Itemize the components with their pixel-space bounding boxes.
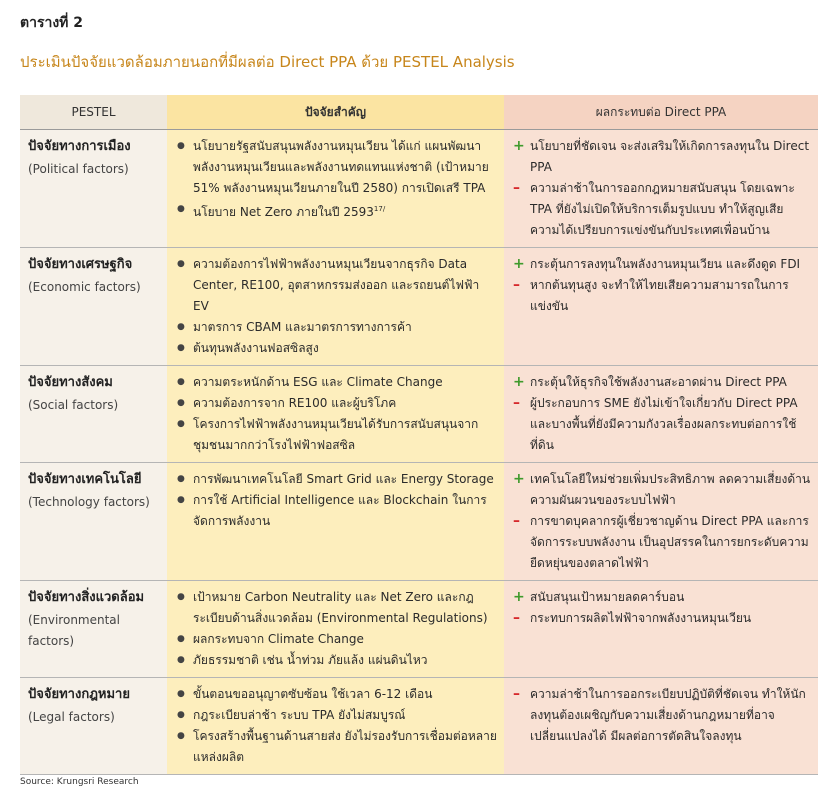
minus-icon: – <box>513 513 520 529</box>
key-factors-cell <box>167 130 504 248</box>
key-factor-item: ● โครงการไฟฟ้าพลังงานหมุนเวียนได้รับการสนับสนุนจากชุมชนมากกว่าโรงไฟฟ้าฟอสซิล <box>175 414 498 456</box>
factor-cell <box>20 130 167 248</box>
table-row-technology <box>20 463 818 581</box>
table-label: ตารางที่ 2 <box>20 15 84 31</box>
factor-name-th: ปัจจัยทางสิ่งแวดล้อม <box>28 590 145 605</box>
table-header-row <box>20 95 818 130</box>
minus-icon: – <box>513 610 520 626</box>
impact-cell <box>504 130 818 248</box>
factor-name-th: ปัจจัยทางสังคม <box>28 375 113 390</box>
plus-icon: + <box>513 256 525 272</box>
source-note: Source: Krungsri Research <box>20 777 139 787</box>
key-factor-item: ● ความต้องการจาก RE100 และผู้บริโภค <box>175 393 498 414</box>
impact-positive: + กระตุ้นการลงทุนในพลังงานหมุนเวียน และดึงดูด FDI <box>512 254 812 275</box>
impact-cell <box>504 366 818 463</box>
impact-positive: + เทคโนโลยีใหม่ช่วยเพิ่มประสิทธิภาพ ลดความเสี่ยงด้านความผันผวนของระบบไฟฟ้า <box>513 471 811 507</box>
header-key-factors: ปัจจัยสำคัญ <box>167 95 504 130</box>
plus-icon: + <box>513 138 525 154</box>
page-title: ประเมินปัจจัยแวดล้อมภายนอกที่มีผลต่อ Direct PPA ด้วย PESTEL Analysis <box>20 53 515 71</box>
factor-name-th: ปัจจัยทางเทคโนโลยี <box>28 472 142 487</box>
plus-icon: + <box>513 589 525 605</box>
key-factor-item: ● ผลกระทบจาก Climate Change <box>175 629 498 650</box>
factor-name-th: ปัจจัยทางการเมือง <box>28 139 131 154</box>
key-factors-cell <box>167 678 504 775</box>
minus-icon: – <box>513 395 520 411</box>
table-row-political <box>20 130 818 248</box>
key-factor-item: ● เป้าหมาย Carbon Neutrality และ Net Zero และกฎระเบียบด้านสิ่งแวดล้อม (Environmental Regulations) <box>175 587 498 629</box>
key-factor-item: ● ความต้องการไฟฟ้าพลังงานหมุนเวียนจากธุรกิจ Data Center, RE100, อุตสาหกรรมส่งออก และรถยนต์ไฟฟ้า EV <box>175 254 498 317</box>
key-factor-item: ● การใช้ Artificial Intelligence และ Blockchain ในการจัดการพลังงาน <box>175 490 498 532</box>
impact-positive: + นโยบายที่ชัดเจน จะส่งเสริมให้เกิดการลงทุนใน Direct PPA <box>513 138 810 174</box>
impact-negative: – กระทบการผลิตไฟฟ้าจากพลังงานหมุนเวียน <box>512 608 812 629</box>
factor-name-en: (Economic factors) <box>28 280 141 294</box>
factor-name-en: (Technology factors) <box>28 495 150 509</box>
impact-negative: – ความล่าช้าในการออกระเบียบปฏิบัติที่ชัดเจน ทำให้นักลงทุนต้องเผชิญกับความเสี่ยงด้านกฎหมายที่อาจเปลี่ยนแปลงได้ มีผลต่อการตัดสินใจลงทุน <box>513 686 806 743</box>
key-factor-item: ● ความตระหนักด้าน ESG และ Climate Change <box>175 372 498 393</box>
key-factor-item: ● ภัยธรรมชาติ เช่น น้ำท่วม ภัยแล้ง แผ่นดินไหว <box>175 650 498 671</box>
key-factors-cell <box>167 248 504 366</box>
table-row-legal <box>20 678 818 775</box>
key-factor-item: ● นโยบายรัฐสนับสนุนพลังงานหมุนเวียน ได้แก่ แผนพัฒนาพลังงานหมุนเวียนและพลังงานทดแทนแห่งชาติ (เป้าหมาย 51% พลังงานหมุนเวียนภายในปี 2580) การเปิดเสรี TPA <box>175 136 498 199</box>
plus-icon: + <box>513 374 525 390</box>
factor-cell <box>20 678 167 775</box>
impact-cell <box>504 248 818 366</box>
minus-icon: – <box>513 686 520 702</box>
table-row-economic <box>20 248 818 366</box>
key-factor-item: ● โครงสร้างพื้นฐานด้านสายส่ง ยังไม่รองรับการเชื่อมต่อหลายแหล่งผลิต <box>175 726 498 768</box>
factor-cell <box>20 366 167 463</box>
key-factor-item: ● ต้นทุนพลังงานฟอสซิลสูง <box>175 338 498 359</box>
factor-name-en: (Social factors) <box>28 398 119 412</box>
header-pestel: PESTEL <box>20 95 167 130</box>
key-factors-cell <box>167 366 504 463</box>
key-factor-item: ● ขั้นตอนขออนุญาตซับซ้อน ใช้เวลา 6-12 เดือน <box>175 684 498 705</box>
factor-name-en: (Environmental factors) <box>28 613 120 648</box>
factor-cell <box>20 463 167 581</box>
impact-cell <box>504 463 818 581</box>
table-row-social <box>20 366 818 463</box>
impact-cell <box>504 678 818 775</box>
key-factor-item: ● กฎระเบียบล่าช้า ระบบ TPA ยังไม่สมบูรณ์ <box>175 705 498 726</box>
impact-cell <box>504 581 818 678</box>
impact-negative: – ผู้ประกอบการ SME ยังไม่เข้าใจเกี่ยวกับ Direct PPA และบางพื้นที่ยังมีความกังวลเรื่องผลกระทบต่อการใช้ที่ดิน <box>513 395 798 452</box>
factor-cell <box>20 581 167 678</box>
factor-cell <box>20 248 167 366</box>
factor-name-th: ปัจจัยทางเศรษฐกิจ <box>28 257 133 272</box>
table-row-environmental <box>20 581 818 678</box>
impact-negative: – การขาดบุคลากรผู้เชี่ยวชาญด้าน Direct PPA และการจัดการระบบพลังงาน เป็นอุปสรรคในการยกระดับความยืดหยุ่นของตลาดไฟฟ้า <box>513 513 809 570</box>
key-factors-cell <box>167 463 504 581</box>
header-impact: ผลกระทบต่อ Direct PPA <box>504 95 818 130</box>
key-factors-cell <box>167 581 504 678</box>
factor-name-en: (Legal factors) <box>28 710 115 724</box>
impact-positive: + กระตุ้นให้ธุรกิจใช้พลังงานสะอาดผ่าน Direct PPA <box>512 372 812 393</box>
key-factor-item: ● การพัฒนาเทคโนโลยี Smart Grid และ Energy Storage <box>175 469 498 490</box>
factor-name-th: ปัจจัยทางกฎหมาย <box>28 687 130 702</box>
key-factor-item: ● นโยบาย Net Zero ภายในปี $2593^{17/}$ <box>175 199 498 223</box>
factor-name-en: (Political factors) <box>28 162 129 176</box>
minus-icon: – <box>513 277 520 293</box>
footnote-ref: 17/ <box>373 205 386 213</box>
plus-icon: + <box>513 471 525 487</box>
pestel-table <box>20 95 818 775</box>
minus-icon: – <box>513 180 520 196</box>
impact-negative: – ความล่าช้าในการออกกฎหมายสนับสนุน โดยเฉพาะ TPA ที่ยังไม่เปิดให้บริการเต็มรูปแบบ ทำให้สูญเสียความได้เปรียบการแข่งขันกับประเทศเพื่อนบ้าน <box>513 180 795 237</box>
impact-negative: – หากต้นทุนสูง จะทำให้ไทยเสียความสามารถในการแข่งขัน <box>513 277 789 313</box>
key-factor-item: ● มาตรการ CBAM และมาตรการทางการค้า <box>175 317 498 338</box>
impact-positive: + สนับสนุนเป้าหมายลดคาร์บอน <box>512 587 812 608</box>
